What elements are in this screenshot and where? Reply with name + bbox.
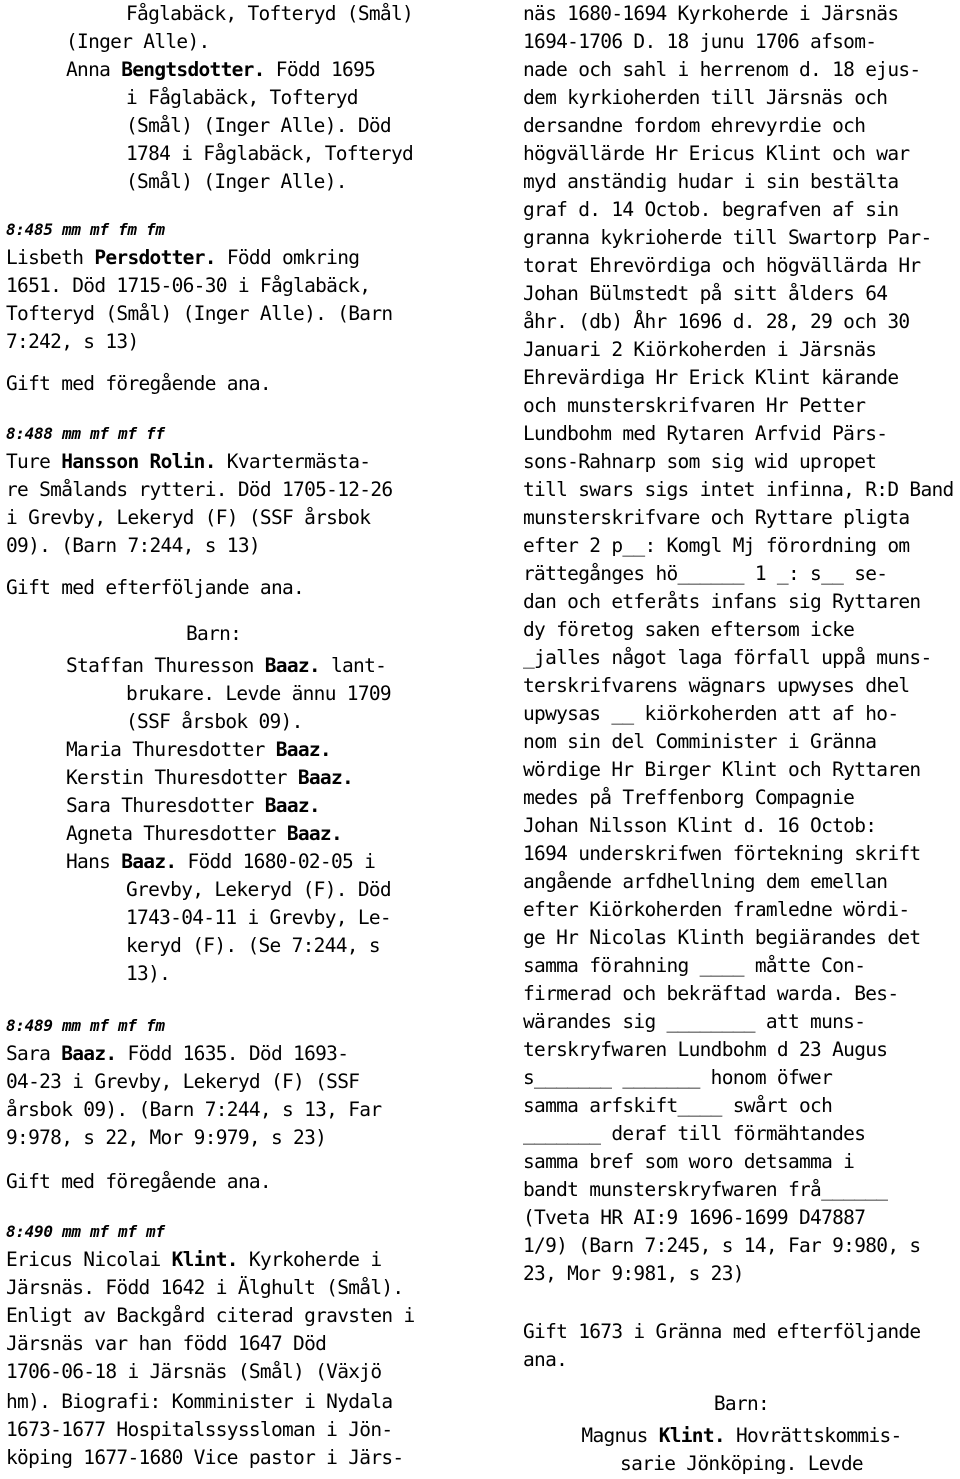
text-line: dersandne fordom ehrevyrdie och xyxy=(523,114,866,137)
text-line: ge Hr Nicolas Klinth begiärandes det xyxy=(523,926,921,949)
text-line: 1673-1677 Hospitalssyssloman i Jön- xyxy=(6,1418,393,1441)
text-line: 1706-06-18 i Järsnäs (Smål) (Växjö xyxy=(6,1360,382,1383)
text-line: Ericus Nicolai Klint. Kyrkoherde i xyxy=(6,1248,382,1271)
text-line: wärandes sig ________ att muns- xyxy=(523,1010,866,1033)
text-line: brukare. Levde ännu 1709 xyxy=(126,682,391,705)
text-line: efter 2 p__: Komgl Mj förordning om xyxy=(523,534,910,557)
text-line: Kerstin Thuresdotter Baaz. xyxy=(66,766,354,789)
text-line: Grevby, Lekeryd (F). Död xyxy=(126,878,391,901)
text-line: Johan Nilsson Klint d. 16 Octob: xyxy=(523,814,877,837)
text-line: (Tveta HR AI:9 1696-1699 D47887 xyxy=(523,1206,866,1229)
surname: Baaz. xyxy=(275,738,331,761)
text-line: Gift med efterföljande ana. xyxy=(6,576,305,599)
text-line: Barn: xyxy=(713,1392,770,1415)
text-line: (Inger Alle). xyxy=(66,30,210,53)
text-line: Järsnäs. Född 1642 i Älghult (Smål). xyxy=(6,1276,404,1299)
text-line: Hans Baaz. Född 1680-02-05 i xyxy=(66,850,376,873)
text-line: Januari 2 Kiörkoherden i Järsnäs xyxy=(523,338,877,361)
text-line: graf d. 14 Octob. begrafven af sin xyxy=(523,198,899,221)
surname: Baaz. xyxy=(121,850,177,873)
text-line: Gift med föregående ana. xyxy=(6,1170,271,1193)
record-id-line: 8:485 mm mf fm fm xyxy=(6,220,165,239)
text-line: samma bref som woro detsamma i xyxy=(523,1150,855,1173)
surname: Klint. xyxy=(658,1424,725,1447)
surname: Baaz. xyxy=(264,654,320,677)
text-line: re Smålands rytteri. Död 1705-12-26 xyxy=(6,478,393,501)
text-line: årsbok 09). (Barn 7:244, s 13, Far xyxy=(6,1098,382,1121)
text-line: Magnus Klint. Hovrättskommis- xyxy=(581,1424,902,1447)
surname: Hansson Rolin. xyxy=(61,450,216,473)
text-line: Maria Thuresdotter Baaz. xyxy=(66,738,331,761)
text-line: sarie Jönköping. Levde xyxy=(620,1452,863,1475)
text-line: 1784 i Fåglabäck, Tofteryd xyxy=(126,142,414,165)
text-line: Sara Baaz. Född 1635. Död 1693- xyxy=(6,1042,349,1065)
surname: Baaz. xyxy=(297,766,354,789)
text-line: terskrifvarens wägnars upwyses dhel xyxy=(523,674,910,697)
text-line: nade och sahl i herrenom d. 18 ejus- xyxy=(523,58,921,81)
surname: Bengtsdotter. xyxy=(121,58,265,81)
text-line: 9:978, s 22, Mor 9:979, s 23) xyxy=(6,1126,327,1149)
surname: Baaz. xyxy=(264,794,320,817)
text-line: efter Kiörkoherden framledne wördi- xyxy=(523,898,910,921)
text-line: 7:242, s 13) xyxy=(6,330,139,353)
text-line: 1651. Död 1715-06-30 i Fåglabäck, xyxy=(6,274,371,297)
text-line: Tofteryd (Smål) (Inger Alle). (Barn xyxy=(6,302,393,325)
text-line: myd anständig hudar i sin bestälta xyxy=(523,170,899,193)
text-line: sons-Rahnarp som sig wid upropet xyxy=(523,450,877,473)
text-line: högvällärde Hr Ericus Klint och war xyxy=(523,142,910,165)
text-line: _jalles något laga förfall uppå muns- xyxy=(523,646,932,669)
text-line: i Grevby, Lekeryd (F) (SSF årsbok xyxy=(6,506,371,529)
text-line: s_______ _______ honom öfwer xyxy=(523,1066,833,1089)
text-line: Järsnäs var han född 1647 Död xyxy=(6,1332,327,1355)
text-line: Barn: xyxy=(186,622,242,645)
text-line: granna kykrioherde till Swartorp Par- xyxy=(523,226,932,249)
text-line: (Smål) (Inger Alle). xyxy=(126,170,347,193)
text-line: ana. xyxy=(523,1348,568,1371)
surname: Baaz. xyxy=(286,822,343,845)
text-line: hm). Biografi: Komminister i Nydala xyxy=(6,1390,393,1413)
text-line: 09). (Barn 7:244, s 13) xyxy=(6,534,260,557)
surname: Klint. xyxy=(171,1248,238,1271)
text-line: Fåglabäck, Tofteryd (Smål) xyxy=(126,2,414,25)
text-line: munsterskrifvare och Ryttare pligta xyxy=(523,506,910,529)
text-line: Ehrevärdiga Hr Erick Klint kärande xyxy=(523,366,899,389)
record-id-line: 8:489 mm mf mf fm xyxy=(6,1016,165,1035)
text-line: 13). xyxy=(126,962,171,985)
text-line: 1/9) (Barn 7:245, s 14, Far 9:980, s xyxy=(523,1234,921,1257)
text-line: keryd (F). (Se 7:244, s xyxy=(126,934,380,957)
text-line: firmerad och bekräftad warda. Bes- xyxy=(523,982,899,1005)
text-line: _______ deraf till förmähtandes xyxy=(523,1122,866,1145)
text-line: 1743-04-11 i Grevby, Le- xyxy=(126,906,391,929)
surname: Baaz. xyxy=(61,1042,117,1065)
text-line: åhr. (db) Åhr 1696 d. 28, 29 och 30 xyxy=(523,310,910,333)
text-line: wördige Hr Birger Klint och Ryttaren xyxy=(523,758,921,781)
text-line: dem kyrkioherden till Järsnäs och xyxy=(523,86,888,109)
text-line: dan och etferåts infans sig Ryttaren xyxy=(523,590,921,613)
text-line: 23, Mor 9:981, s 23) xyxy=(523,1262,744,1285)
text-line: samma arfskift____ swårt och xyxy=(523,1094,833,1117)
record-id-line: 8:490 mm mf mf mf xyxy=(6,1222,165,1241)
text-line: Anna Bengtsdotter. Född 1695 xyxy=(66,58,376,81)
text-line: näs 1680-1694 Kyrkoherde i Järsnäs xyxy=(523,2,899,25)
text-line: rättegånges hö______ 1 _: s__ se- xyxy=(523,562,888,585)
text-line: Johan Bülmstedt på sitt ålders 64 xyxy=(523,282,888,305)
text-line: bandt munsterskryfwaren frå______ xyxy=(523,1178,888,1201)
text-line: 1694-1706 D. 18 junu 1706 afsom- xyxy=(523,30,877,53)
text-line: Ture Hansson Rolin. Kvartermästa- xyxy=(6,450,371,473)
text-line: köping 1677-1680 Vice pastor i Järs- xyxy=(6,1446,404,1469)
text-line: medes på Treffenborg Compagnie xyxy=(523,786,855,809)
record-id-line: 8:488 mm mf mf ff xyxy=(6,424,165,443)
text-line: upwysas __ kiörkoherden att af ho- xyxy=(523,702,899,725)
text-line: Lundbohm med Rytaren Arfvid Pärs- xyxy=(523,422,888,445)
text-line: dy företog saken eftersom icke xyxy=(523,618,855,641)
text-line: terskryfwaren Lundbohm d 23 Augus xyxy=(523,1038,888,1061)
text-line: (SSF årsbok 09). xyxy=(126,710,303,733)
text-line: Lisbeth Persdotter. Född omkring xyxy=(6,246,360,269)
text-line: (Smål) (Inger Alle). Död xyxy=(126,114,391,137)
text-line: Gift 1673 i Gränna med efterföljande xyxy=(523,1320,921,1343)
text-line: Staffan Thuresson Baaz. lant- xyxy=(66,654,387,677)
text-line: Enligt av Backgård citerad gravsten i xyxy=(6,1304,415,1327)
text-line: Agneta Thuresdotter Baaz. xyxy=(66,822,343,845)
text-line: Sara Thuresdotter Baaz. xyxy=(66,794,320,817)
text-line: 1694 underskrifwen förtekning skrift xyxy=(523,842,921,865)
text-line: nom sin del Comminister i Gränna xyxy=(523,730,877,753)
text-line: och munsterskrifvaren Hr Petter xyxy=(523,394,866,417)
text-line: i Fåglabäck, Tofteryd xyxy=(126,86,358,109)
text-line: 04-23 i Grevby, Lekeryd (F) (SSF xyxy=(6,1070,360,1093)
text-line: angående arfdhellning dem emellan xyxy=(523,870,888,893)
text-line: samma förahning ____ måtte Con- xyxy=(523,954,866,977)
text-line: torat Ehrevördiga och högvällärda Hr xyxy=(523,254,921,277)
text-line: Gift med föregående ana. xyxy=(6,372,271,395)
surname: Persdotter. xyxy=(94,246,216,269)
text-line: till swars sigs intet infinna, R:D Band xyxy=(523,478,954,501)
